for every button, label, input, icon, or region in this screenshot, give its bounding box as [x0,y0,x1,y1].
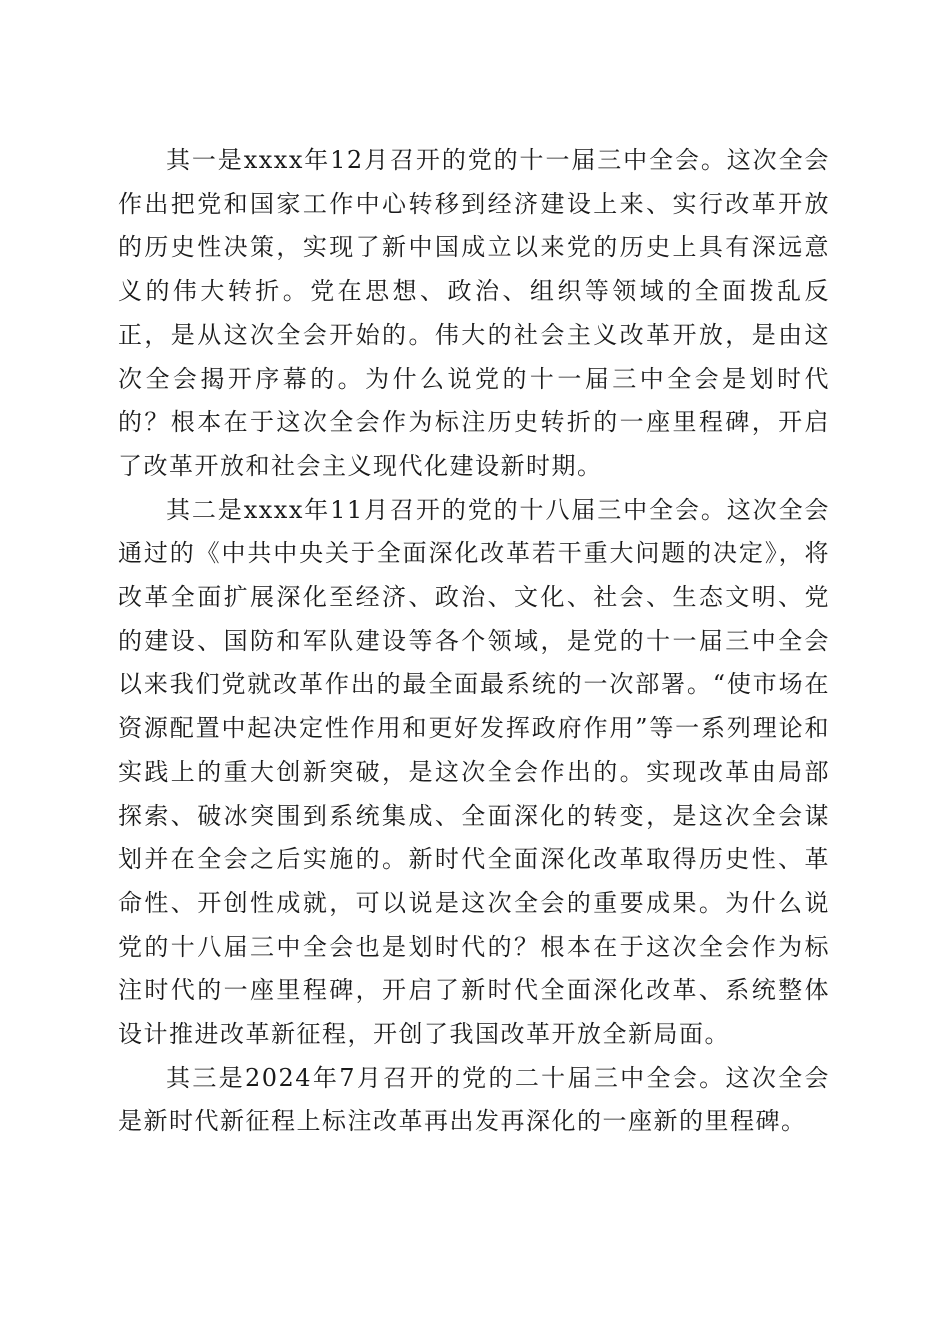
paragraph-first-plenum-11th: 其一是xxxx年12月召开的党的十一届三中全会。这次全会作出把党和国家工作中心转移到经济建设上来、实行改革开放的历史性决策，实现了新中国成立以来党的历史上具有深远意义的伟大转折。党在思想、政治、组织等领域的全面拨乱反正，是从这次全会开始的。伟大的社会主义改革开放，是由这次全会揭开序幕的。为什么说党的十一届三中全会是划时代的？根本在于这次全会作为标注历史转折的一座里程碑，开启了改革开放和社会主义现代化建设新时期。 [118,146,830,480]
paragraph-third-plenum-20th: 其三是2024年7月召开的党的二十届三中全会。这次全会是新时代新征程上标注改革再出发再深化的一座新的里程碑。 [118,1063,830,1136]
paragraph-third-plenum-18th: 其二是xxxx年11月召开的党的十八届三中全会。这次全会通过的《中共中央关于全面深化改革若干重大问题的决定》，将改革全面扩展深化至经济、政治、文化、社会、生态文明、党的建设、国防和军队建设等各个领域，是党的十一届三中全会以来我们党就改革作出的最全面最系统的一次部署。“使市场在资源配置中起决定性作用和更好发挥政府作用”等一系列理论和实践上的重大创新突破，是这次全会作出的。实现改革由局部探索、破冰突围到系统集成、全面深化的转变，是这次全会谋划并在全会之后实施的。新时代全面深化改革取得历史性、革命性、开创性成就，可以说是这次全会的重要成果。为什么说党的十八届三中全会也是划时代的？根本在于这次全会作为标注时代的一座里程碑，开启了新时代全面深化改革、系统整体设计推进改革新征程，开创了我国改革开放全新局面。 [118,495,830,1049]
document-body [118,139,830,1144]
